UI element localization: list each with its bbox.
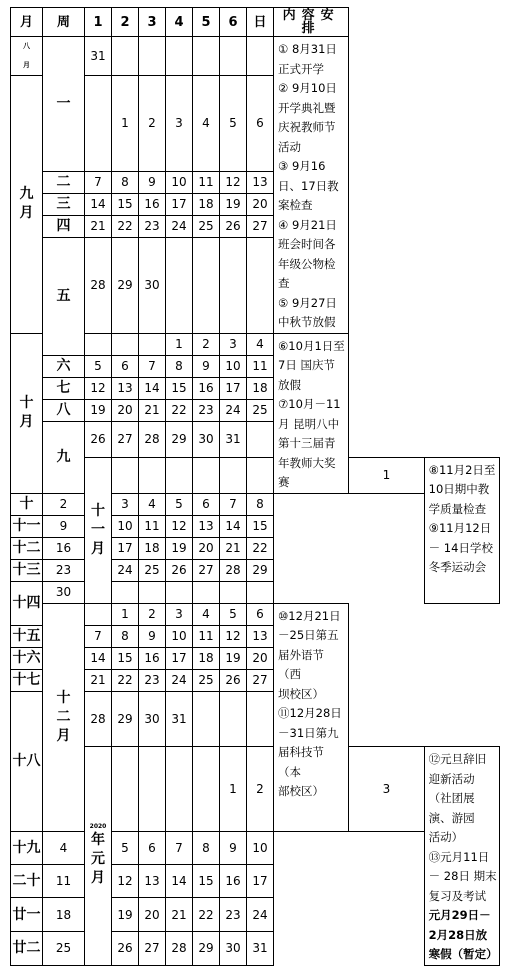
day-cell: 14 [139, 377, 166, 399]
day-cell: 6 [139, 831, 166, 864]
day-cell [85, 333, 112, 355]
day-cell: 1 [112, 76, 139, 172]
week-number: 廿一 [11, 898, 43, 931]
day-cell: 27 [139, 931, 166, 965]
day-cell: 3 [112, 493, 139, 515]
calendar-row [11, 691, 500, 747]
column-header: 月 [11, 8, 43, 37]
day-cell: 18 [139, 537, 166, 559]
day-cell: 1 [112, 603, 139, 625]
day-cell: 12 [220, 625, 247, 647]
day-cell [112, 457, 139, 493]
day-cell: 13 [112, 377, 139, 399]
day-cell: 19 [220, 647, 247, 669]
header-row [11, 8, 500, 37]
calendar-row [11, 355, 500, 377]
day-cell: 18 [193, 647, 220, 669]
week-number: 十五 [11, 625, 43, 647]
day-cell: 24 [112, 559, 139, 581]
day-cell: 7 [85, 171, 112, 193]
day-cell [193, 37, 220, 76]
day-cell: 16 [43, 537, 85, 559]
week-number: 二十 [11, 864, 43, 897]
schedule-notes [424, 747, 499, 966]
day-cell: 26 [220, 669, 247, 691]
day-cell [247, 421, 274, 457]
day-cell [220, 237, 247, 333]
day-cell: 3 [166, 76, 193, 172]
day-cell: 21 [85, 669, 112, 691]
week-number: 十七 [11, 669, 43, 691]
day-cell: 6 [112, 355, 139, 377]
day-cell: 4 [139, 493, 166, 515]
day-cell: 16 [193, 377, 220, 399]
day-cell: 4 [247, 333, 274, 355]
day-cell: 22 [247, 537, 274, 559]
day-cell: 16 [139, 193, 166, 215]
day-cell: 15 [166, 377, 193, 399]
column-header: 内容安排 [274, 8, 349, 37]
day-cell: 14 [166, 864, 193, 897]
day-cell: 21 [220, 537, 247, 559]
day-cell: 22 [112, 669, 139, 691]
week-number: 十九 [11, 831, 43, 864]
day-cell: 11 [139, 515, 166, 537]
month-char: 元 [91, 851, 105, 868]
month-label [43, 603, 85, 831]
day-cell: 8 [112, 171, 139, 193]
day-cell: 20 [247, 647, 274, 669]
week-number: 十 [11, 493, 43, 515]
day-cell: 29 [112, 691, 139, 747]
day-cell: 7 [85, 625, 112, 647]
note-line: ⑩12月21日－25日第五届外语节（西 [278, 608, 341, 681]
day-cell: 8 [112, 625, 139, 647]
day-cell: 27 [247, 215, 274, 237]
schedule-notes [274, 603, 349, 831]
month-label [11, 76, 43, 334]
day-cell [85, 603, 112, 625]
calendar-row [11, 333, 500, 355]
calendar-row [11, 377, 500, 399]
column-header: 日 [247, 8, 274, 37]
day-cell: 13 [247, 625, 274, 647]
day-cell: 5 [220, 76, 247, 172]
day-cell: 23 [139, 669, 166, 691]
day-cell: 4 [193, 76, 220, 172]
note-line: ① 8月31日 正式开学 [278, 42, 337, 76]
day-cell: 21 [139, 399, 166, 421]
column-header: 周 [43, 8, 85, 37]
column-header: 6 [220, 8, 247, 37]
day-cell: 16 [220, 864, 247, 897]
note-line: 活动） [428, 830, 464, 844]
day-cell: 24 [220, 399, 247, 421]
day-cell: 28 [220, 559, 247, 581]
day-cell [139, 333, 166, 355]
day-cell [220, 581, 247, 603]
day-cell: 10 [247, 831, 274, 864]
day-cell: 8 [193, 831, 220, 864]
day-cell: 11 [247, 355, 274, 377]
column-header: 5 [193, 8, 220, 37]
day-cell: 12 [112, 864, 139, 897]
day-cell: 23 [43, 559, 85, 581]
week-number: 一 [43, 37, 85, 172]
day-cell [247, 691, 274, 747]
week-number: 十一 [11, 515, 43, 537]
calendar-row [11, 603, 500, 625]
day-cell [247, 37, 274, 76]
day-cell [139, 457, 166, 493]
day-cell [166, 237, 193, 333]
day-cell: 13 [193, 515, 220, 537]
day-cell: 15 [112, 193, 139, 215]
month-char: 月 [23, 61, 30, 69]
day-cell [247, 237, 274, 333]
day-cell: 27 [193, 559, 220, 581]
month-char: 九 [19, 186, 34, 203]
schedule-notes [274, 333, 349, 493]
day-cell: 30 [193, 421, 220, 457]
day-cell [193, 691, 220, 747]
day-cell: 24 [247, 898, 274, 931]
month-char: 一 [91, 521, 105, 538]
note-line: ⑨11月12日－ 14日学校冬季运动会 [428, 521, 493, 574]
month-label [85, 457, 112, 603]
month-char: 十 [19, 395, 34, 411]
school-calendar-table [10, 7, 500, 966]
day-cell: 15 [112, 647, 139, 669]
week-number: 九 [43, 421, 85, 493]
day-cell [193, 747, 220, 832]
note-line: ⑦10月－11月 昆明八中第十三届青 [278, 397, 341, 450]
month-char: 年 [91, 832, 105, 849]
week-number: 廿二 [11, 931, 43, 965]
day-cell: 10 [220, 355, 247, 377]
month-label [11, 37, 43, 76]
day-cell: 26 [166, 559, 193, 581]
month-char: 十 [56, 689, 71, 706]
calendar-row [11, 171, 500, 193]
day-cell: 18 [247, 377, 274, 399]
day-cell: 23 [220, 898, 247, 931]
day-cell: 3 [349, 747, 424, 832]
day-cell: 22 [193, 898, 220, 931]
month-char: 月 [91, 870, 105, 887]
day-cell: 3 [166, 603, 193, 625]
note-line: ⑬元月11日－ 28日 期末复习及考试 [428, 849, 497, 903]
day-cell: 5 [112, 831, 139, 864]
day-cell: 22 [112, 215, 139, 237]
day-cell: 17 [166, 647, 193, 669]
day-cell: 17 [166, 193, 193, 215]
day-cell: 20 [247, 193, 274, 215]
day-cell: 2 [43, 493, 85, 515]
calendar-row [11, 421, 500, 457]
day-cell: 10 [166, 171, 193, 193]
day-cell: 17 [220, 377, 247, 399]
day-cell: 11 [43, 864, 85, 897]
month-char: 八 [23, 42, 30, 50]
day-cell: 1 [166, 333, 193, 355]
day-cell: 20 [139, 898, 166, 931]
month-char: 月 [19, 414, 34, 430]
day-cell [193, 237, 220, 333]
day-cell: 24 [166, 669, 193, 691]
day-cell [112, 37, 139, 76]
day-cell: 19 [220, 193, 247, 215]
calendar-row [11, 237, 500, 333]
day-cell [193, 457, 220, 493]
day-cell: 30 [43, 581, 85, 603]
day-cell: 26 [85, 421, 112, 457]
week-number: 三 [43, 193, 85, 215]
week-number: 八 [43, 399, 85, 421]
day-cell: 31 [85, 37, 112, 76]
note-line: ⑪12月28日－31日第九届科技节（本 [278, 706, 342, 779]
day-cell: 7 [220, 493, 247, 515]
note-line: 坝校区） [278, 686, 324, 701]
day-cell: 13 [247, 171, 274, 193]
day-cell: 27 [112, 421, 139, 457]
note-line: 年教师大奖赛 [278, 455, 336, 489]
calendar-row [11, 37, 500, 76]
day-cell: 8 [166, 355, 193, 377]
calendar-row [11, 399, 500, 421]
note-line: 元月29日－ 2月28日放寒假（暂定） [428, 908, 498, 961]
month-char: 月 [19, 205, 34, 222]
day-cell [139, 37, 166, 76]
week-number: 五 [43, 237, 85, 355]
day-cell [166, 581, 193, 603]
day-cell: 6 [247, 603, 274, 625]
day-cell: 19 [85, 399, 112, 421]
week-number: 十三 [11, 559, 43, 581]
day-cell: 30 [139, 237, 166, 333]
note-line: ⑤ 9月27日 中秋节放假 [278, 295, 337, 329]
day-cell: 18 [193, 193, 220, 215]
column-header: 1 [85, 8, 112, 37]
day-cell: 3 [220, 333, 247, 355]
note-line: ③ 9月16日、17日教案检查 [278, 159, 339, 212]
day-cell: 2 [193, 333, 220, 355]
week-number: 七 [43, 377, 85, 399]
day-cell: 31 [166, 691, 193, 747]
day-cell: 9 [139, 625, 166, 647]
day-cell: 1 [220, 747, 247, 832]
calendar-row [11, 669, 500, 691]
day-cell: 16 [139, 647, 166, 669]
day-cell [220, 37, 247, 76]
day-cell: 30 [139, 691, 166, 747]
day-cell: 19 [166, 537, 193, 559]
day-cell [112, 581, 139, 603]
day-cell: 9 [43, 515, 85, 537]
day-cell: 12 [220, 171, 247, 193]
note-line: ② 9月10日 开学典礼暨庆祝教师节 [278, 81, 337, 134]
calendar-row [11, 215, 500, 237]
day-cell: 29 [166, 421, 193, 457]
week-number: 十六 [11, 647, 43, 669]
day-cell: 5 [220, 603, 247, 625]
day-cell: 19 [112, 898, 139, 931]
day-cell: 24 [166, 215, 193, 237]
day-cell [112, 747, 139, 832]
day-cell: 17 [247, 864, 274, 897]
day-cell: 25 [139, 559, 166, 581]
day-cell: 31 [247, 931, 274, 965]
day-cell [220, 691, 247, 747]
day-cell: 9 [193, 355, 220, 377]
month-label [85, 747, 112, 966]
year-label: 2020 [89, 823, 107, 831]
calendar-row [11, 647, 500, 669]
day-cell [247, 457, 274, 493]
month-char: 二 [56, 708, 71, 725]
calendar-row [11, 625, 500, 647]
day-cell: 25 [193, 669, 220, 691]
day-cell: 12 [85, 377, 112, 399]
day-cell [220, 457, 247, 493]
day-cell: 23 [193, 399, 220, 421]
day-cell: 1 [349, 457, 424, 493]
day-cell: 28 [166, 931, 193, 965]
day-cell: 5 [85, 355, 112, 377]
day-cell: 27 [247, 669, 274, 691]
day-cell: 9 [139, 171, 166, 193]
note-line: ⑧11月2日至10日期中教学质量检查 [428, 462, 496, 516]
month-char: 十 [91, 502, 105, 519]
day-cell [193, 581, 220, 603]
day-cell [85, 76, 112, 172]
month-char: 月 [91, 540, 105, 557]
day-cell: 29 [193, 931, 220, 965]
day-cell [166, 747, 193, 832]
note-line: ⑥10月1日至7日 国庆节放假 [278, 338, 345, 392]
day-cell: 14 [220, 515, 247, 537]
day-cell: 2 [139, 603, 166, 625]
day-cell: 30 [220, 931, 247, 965]
day-cell: 21 [85, 215, 112, 237]
day-cell: 29 [247, 559, 274, 581]
day-cell: 22 [166, 399, 193, 421]
week-number: 二 [43, 171, 85, 193]
day-cell [247, 581, 274, 603]
day-cell: 6 [247, 76, 274, 172]
column-header: 3 [139, 8, 166, 37]
day-cell: 20 [112, 399, 139, 421]
day-cell: 2 [247, 747, 274, 832]
day-cell: 11 [193, 625, 220, 647]
day-cell: 13 [139, 864, 166, 897]
day-cell: 21 [166, 898, 193, 931]
day-cell: 28 [139, 421, 166, 457]
day-cell: 25 [193, 215, 220, 237]
day-cell: 10 [166, 625, 193, 647]
day-cell [166, 457, 193, 493]
day-cell: 15 [193, 864, 220, 897]
day-cell: 7 [139, 355, 166, 377]
schedule-notes [274, 37, 349, 334]
day-cell: 28 [85, 691, 112, 747]
week-number: 十八 [11, 691, 43, 831]
day-cell: 23 [139, 215, 166, 237]
calendar-row [11, 76, 500, 172]
day-cell: 18 [43, 898, 85, 931]
day-cell: 15 [247, 515, 274, 537]
note-line: 部校区） [278, 784, 324, 798]
day-cell: 6 [193, 493, 220, 515]
week-number: 四 [43, 215, 85, 237]
column-header: 2 [112, 8, 139, 37]
day-cell: 5 [166, 493, 193, 515]
day-cell: 11 [193, 171, 220, 193]
day-cell: 28 [85, 237, 112, 333]
day-cell: 26 [220, 215, 247, 237]
day-cell: 10 [112, 515, 139, 537]
day-cell [139, 747, 166, 832]
day-cell [166, 37, 193, 76]
week-number: 十二 [11, 537, 43, 559]
schedule-notes [424, 457, 499, 603]
day-cell [112, 333, 139, 355]
day-cell: 4 [193, 603, 220, 625]
day-cell: 9 [220, 831, 247, 864]
note-line: ⑫元旦辞旧迎新活动（社团展演、游园 [428, 752, 487, 825]
month-char: 月 [56, 727, 71, 744]
calendar-row [11, 193, 500, 215]
day-cell: 29 [112, 237, 139, 333]
day-cell: 26 [112, 931, 139, 965]
day-cell: 17 [112, 537, 139, 559]
note-line: ④ 9月21日班会时间各年级公物检查 [278, 217, 337, 290]
day-cell: 31 [220, 421, 247, 457]
day-cell: 25 [247, 399, 274, 421]
day-cell: 7 [166, 831, 193, 864]
calendar-row [11, 747, 500, 832]
day-cell [139, 581, 166, 603]
note-line: 活动 [278, 139, 301, 154]
week-number: 六 [43, 355, 85, 377]
day-cell: 25 [43, 931, 85, 965]
day-cell: 14 [85, 193, 112, 215]
day-cell: 20 [193, 537, 220, 559]
calendar-row [11, 457, 500, 493]
column-header: 4 [166, 8, 193, 37]
day-cell: 14 [85, 647, 112, 669]
month-label [11, 333, 43, 493]
day-cell: 2 [139, 76, 166, 172]
day-cell: 8 [247, 493, 274, 515]
day-cell: 4 [43, 831, 85, 864]
day-cell: 12 [166, 515, 193, 537]
week-number: 十四 [11, 581, 43, 625]
